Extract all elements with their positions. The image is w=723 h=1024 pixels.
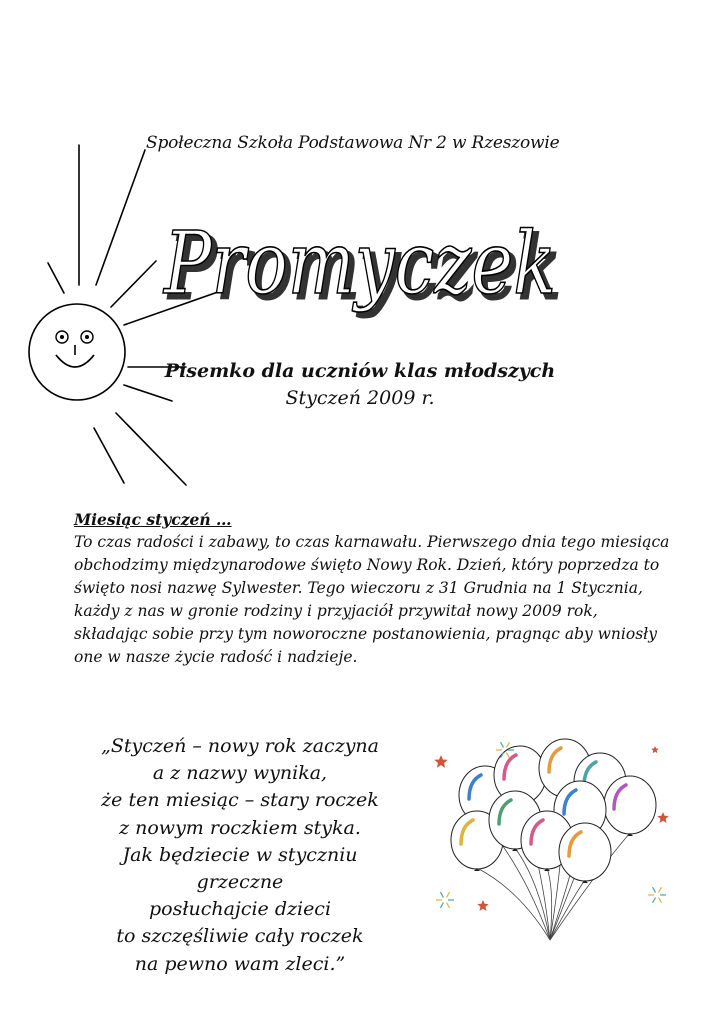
- poem-line: na pewno wam zleci.”: [134, 952, 346, 975]
- sun-ray: [116, 413, 186, 485]
- title-text: Promyczek: [162, 214, 557, 314]
- sun-face: [29, 304, 125, 400]
- article-body: To czas radości i zabawy, to czas karnawału. Pierwszego dnia tego miesiąca obchodzimy międzynarodowe święto Nowy Rok. Dzień, który poprzedza to święto nosi nazwę Sylwester. Tego wieczoru z 31 Grudnia na 1 Stycznia, każdy z nas w gronie rodziny i przyjaciół przywitał nowy 2009 rok, składając sobie przy tym noworoczne postanowienia, pragnąc aby wniosły one w nasze życie radość i nadzieje.: [74, 533, 670, 666]
- balloon-bunch-icon: [425, 730, 685, 980]
- article-heading: Miesiąc styczeń …: [74, 510, 232, 529]
- title-shadow: Promyczek: [167, 219, 562, 319]
- poem-line: a z nazwy wynika,: [152, 762, 328, 785]
- poem-line: posłuchajcie dzieci: [148, 898, 332, 921]
- poem-line: Jak będziecie w styczniu: [122, 843, 358, 866]
- star-icon: [434, 755, 447, 768]
- balloon: [559, 823, 611, 883]
- sun-smile: [56, 355, 94, 367]
- sun-ray: [48, 263, 64, 293]
- issue-date: Styczeń 2009 r.: [285, 387, 435, 409]
- poem-line: grzeczne: [196, 871, 284, 894]
- star-icon: [657, 812, 668, 823]
- poem-line: to szczęśliwie cały roczek: [116, 925, 364, 948]
- sparkle-icon: [436, 892, 454, 908]
- poem-line: że ten miesiąc – stary roczek: [101, 789, 379, 812]
- subtitle: Pisemko dla uczniów klas młodszych: [164, 360, 556, 382]
- balloon-string: [477, 868, 550, 940]
- newspaper-title: [150, 210, 570, 335]
- poem-line: „Styczeń – nowy rok zaczyna: [100, 735, 379, 757]
- school-name: Społeczna Szkoła Podstawowa Nr 2 w Rzeszowie: [146, 133, 560, 153]
- star-icon: [651, 746, 659, 753]
- sun-ray: [96, 150, 145, 285]
- sun-eyes: [56, 331, 93, 343]
- article: [74, 508, 674, 669]
- star-icon: [477, 900, 488, 911]
- poem: [90, 733, 390, 978]
- poem-line: z nowym roczkiem styka.: [119, 816, 361, 839]
- sparkle-icon: [648, 887, 666, 903]
- balloon-string: [550, 880, 585, 940]
- balloon: [604, 776, 656, 836]
- sun-ray: [94, 428, 124, 483]
